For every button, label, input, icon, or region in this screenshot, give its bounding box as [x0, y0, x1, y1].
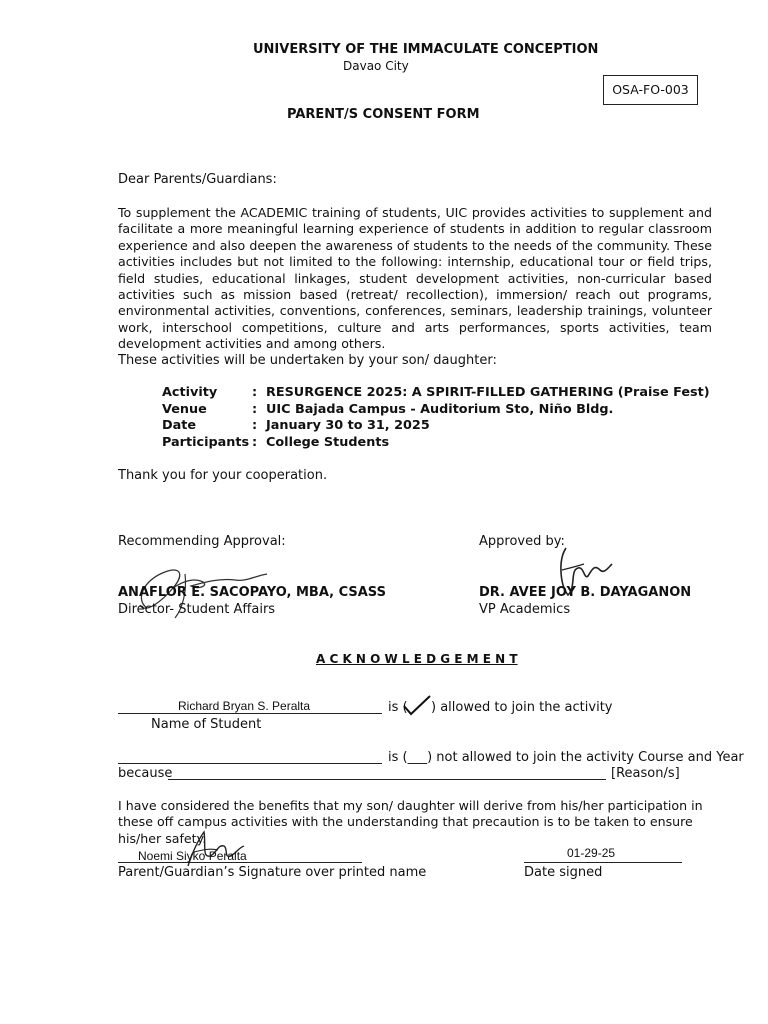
guardian-caption: Parent/Guardian’s Signature over printed name [118, 865, 427, 880]
name-of-student-caption: Name of Student [151, 717, 262, 732]
detail-label: Activity [162, 385, 218, 400]
detail-row-activity: Activity : RESURGENCE 2025: A SPIRIT-FILLED GATHERING (Praise Fest) [162, 385, 710, 400]
student-name-line [118, 713, 382, 714]
date-signed-caption: Date signed [524, 865, 603, 880]
university-name: UNIVERSITY OF THE IMMACULATE CONCEPTION [253, 42, 599, 57]
approved-by-label: Approved by: [479, 534, 565, 549]
detail-value: College Students [266, 434, 390, 450]
activity-details [162, 385, 710, 451]
reason-label: [Reason/s] [611, 766, 680, 781]
approved-name: DR. AVEE JOY B. DAYAGANON [479, 585, 692, 600]
recommending-title: Director- Student Affairs [118, 602, 276, 617]
guardian-name: Noemi Siyko Peralta [138, 849, 247, 863]
detail-label: Date [162, 418, 197, 434]
detail-value: RESURGENCE 2025: A SPIRIT-FILLED GATHERING (Praise Fest) [266, 385, 710, 400]
approved-title: VP Academics [479, 602, 571, 617]
date-signed-value: 01-29-25 [567, 846, 616, 860]
benefits-statement: I have considered the benefits that my son/ daughter will derive from his/her participation in these off campus activities with the understanding that precaution is to be taken to ensure his/her safety. [118, 798, 703, 846]
form-code-box: OSA-FO-003 [603, 75, 698, 105]
guardian-signature-image [180, 826, 250, 870]
student-name: Richard Bryan S. Peralta [178, 699, 311, 713]
acknowledgement-title: A C K N O W L E D G E M E N T [316, 652, 518, 666]
date-signed-line [524, 862, 682, 863]
reason-line [168, 779, 606, 780]
student-name-line-2 [118, 763, 382, 764]
because-label: because [118, 766, 173, 781]
detail-value: January 30 to 31, 2025 [266, 418, 430, 434]
allowed-text: ) allowed to join the activity [431, 700, 613, 715]
form-title: PARENT/S CONSENT FORM [287, 107, 480, 122]
detail-row-participants: Participants : College Students [162, 434, 390, 450]
detail-row-venue: Venue : UIC Bajada Campus - Auditorium Sto, Niño Bldg. [162, 401, 614, 417]
detail-label: Venue [162, 401, 207, 417]
university-city: Davao City [343, 59, 409, 73]
detail-row-date: Date : January 30 to 31, 2025 [162, 418, 430, 434]
detail-value: UIC Bajada Campus - Auditorium Sto, Niño Bldg. [266, 401, 614, 417]
letter-body: To supplement the ACADEMIC training of students, UIC provides activities to supplement and facilitate a more meaningful learning experience of students in addition to regular classroom experience and also deepen the awareness of students to the needs of the community. These activities includes but not limited to the following: internship, educational tour or field trips, field studies, educational linkages, student development activities, non-curricular based activities such as mission based (retreat/ recollection), immersion/ reach out programs, environmental activities, conventions, conferences, seminars, leadership trainings, volunteer work, interschool competitions, culture and arts performances, sports activities, team development activities and among others. [118, 205, 712, 352]
not-allowed-text: is (___) not allowed to join the activity Course and Year [388, 750, 744, 765]
checkmark-icon [402, 694, 434, 718]
salutation: Dear Parents/Guardians: [118, 172, 277, 187]
recommending-name: ANAFLOR E. SACOPAYO, MBA, CSASS [118, 585, 386, 600]
recommending-approval-label: Recommending Approval: [118, 534, 286, 549]
allowed-open: is ( [388, 700, 408, 715]
activities-intro: These activities will be undertaken by your son/ daughter: [118, 353, 497, 368]
detail-label: Participants [162, 434, 250, 450]
closing-text: Thank you for your cooperation. [118, 468, 328, 483]
